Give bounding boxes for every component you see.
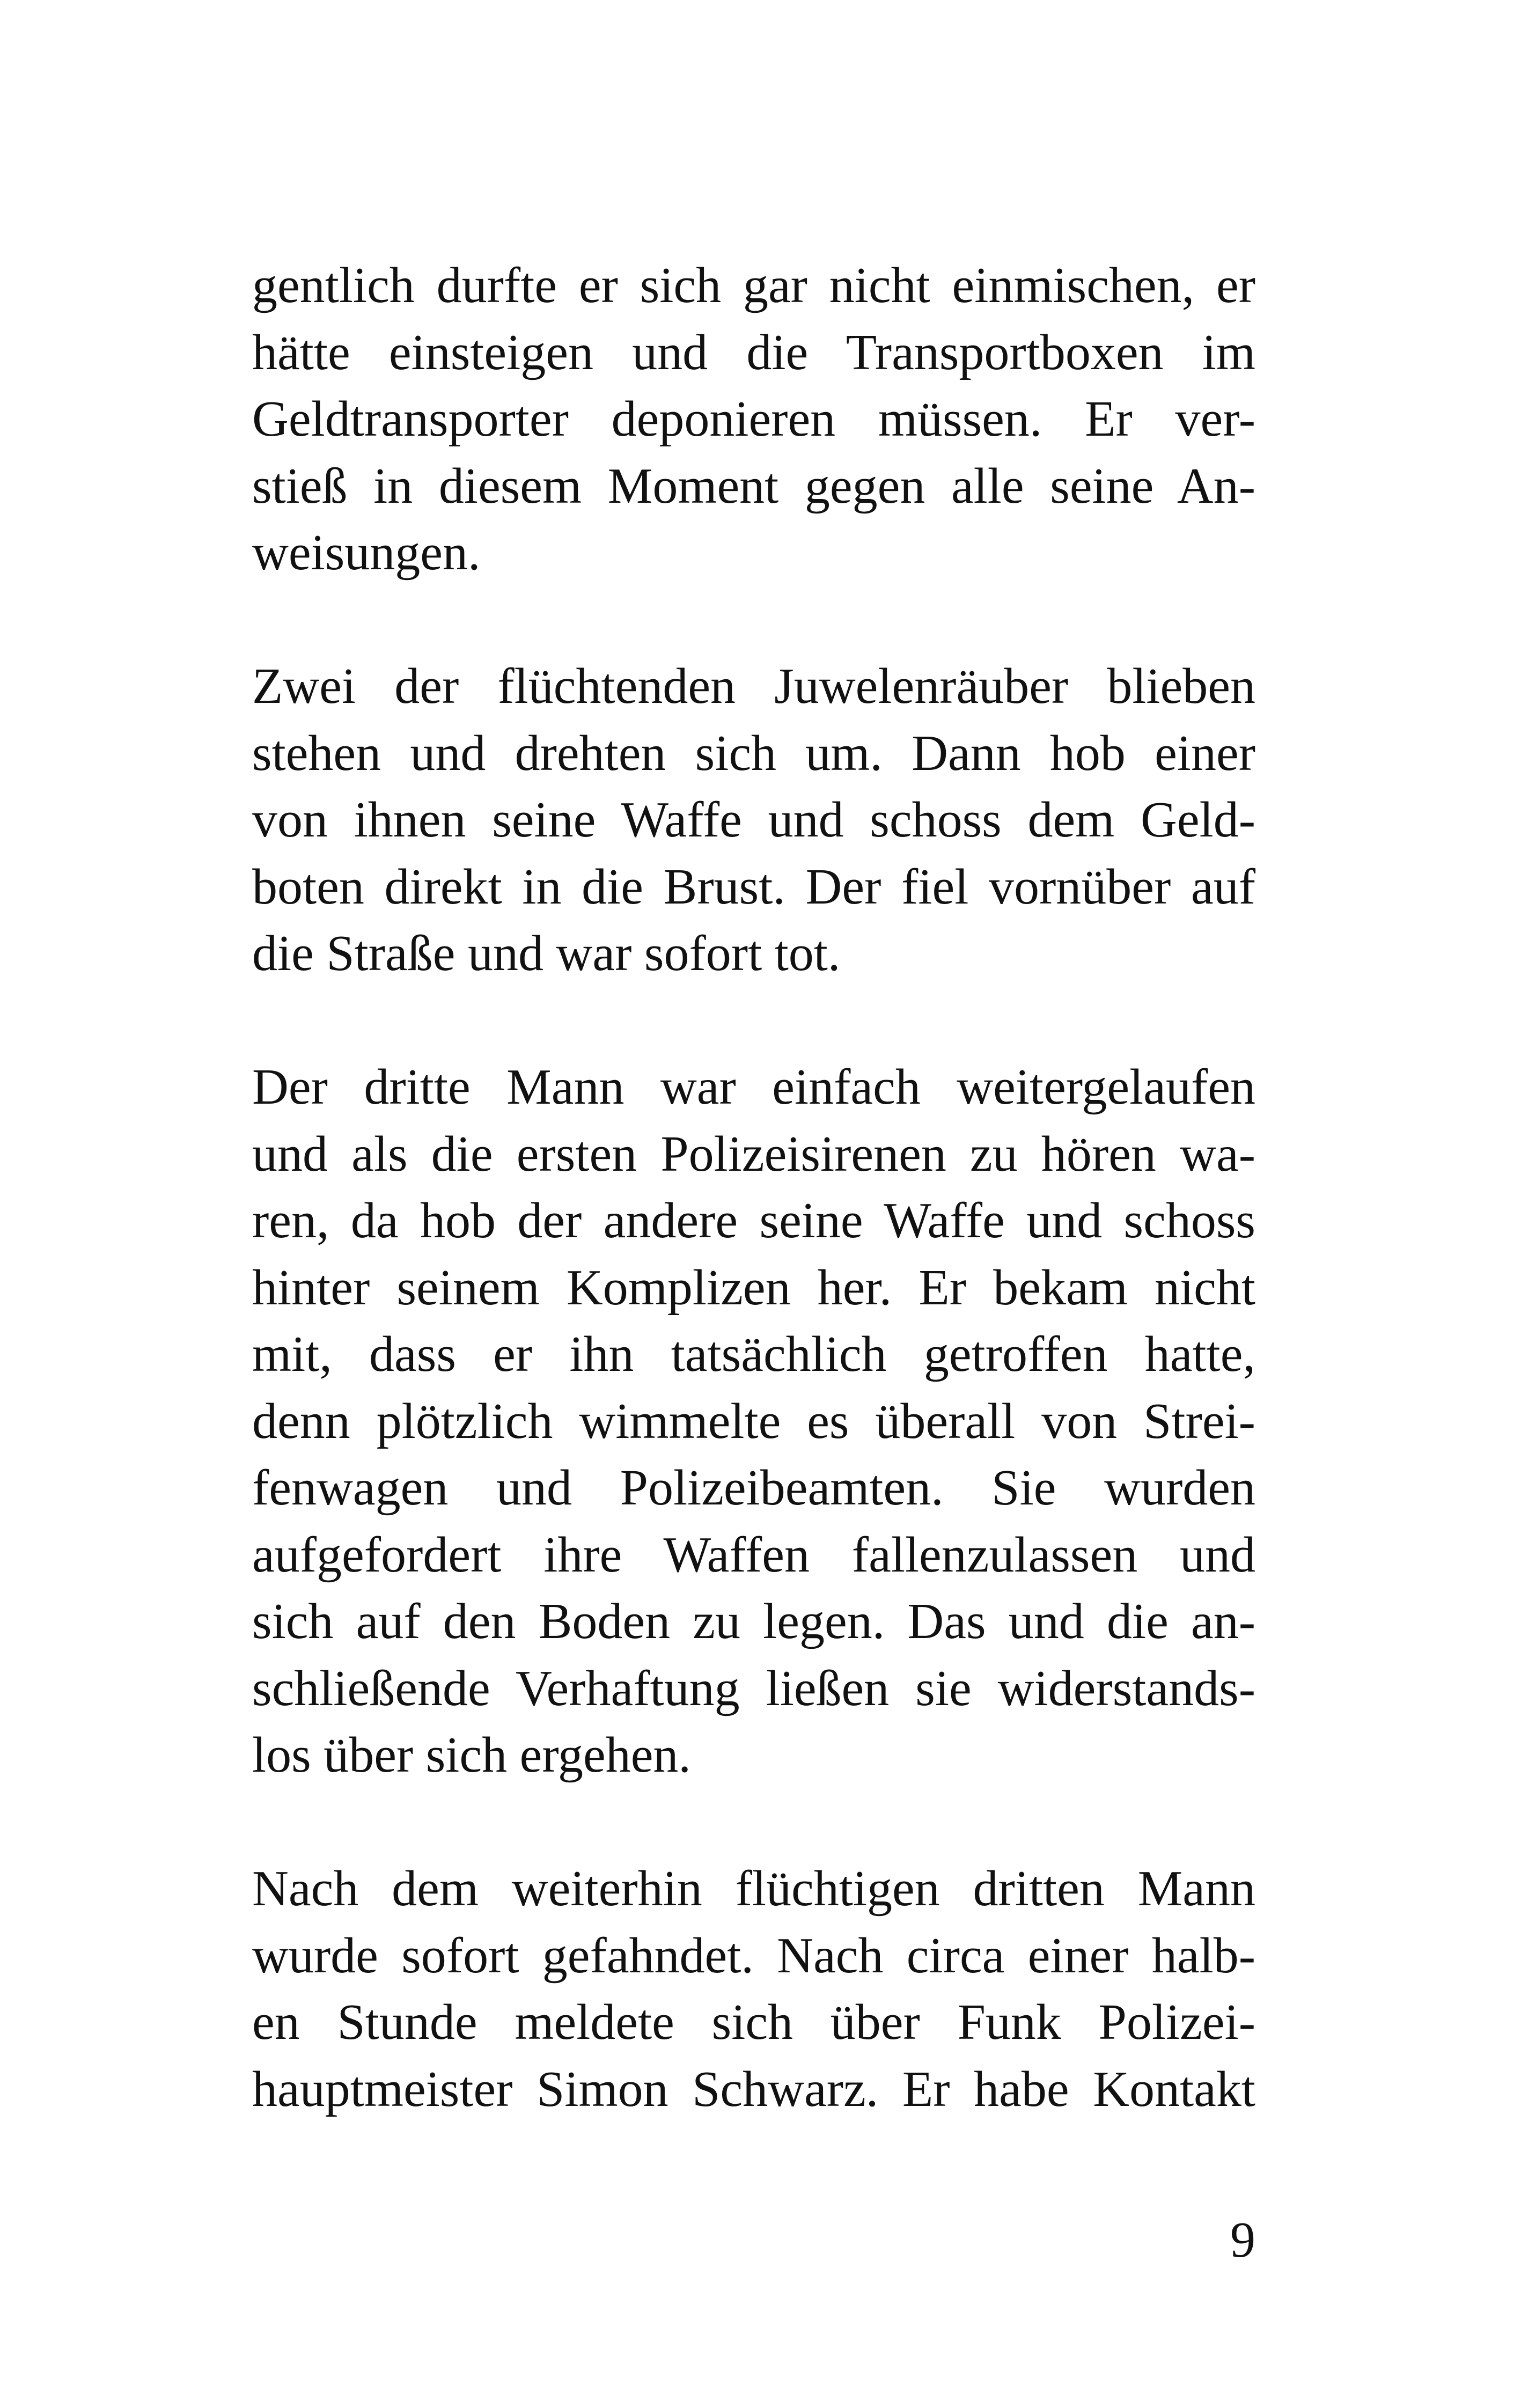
text-line: hinter seinem Komplizen her. Er bekam nicht — [252, 1259, 1255, 1316]
paragraph — [252, 653, 1255, 987]
text-line: wurde sofort gefahndet. Nach circa einer halb- — [252, 1927, 1255, 1984]
text-line: hätte einsteigen und die Transportboxen im — [252, 324, 1255, 380]
paragraph — [252, 1855, 1255, 2123]
text-line: und als die ersten Polizeisirenen zu hören wa- — [252, 1126, 1255, 1182]
text-line: gentlich durfte er sich gar nicht einmischen, er — [252, 258, 1255, 313]
text-line: en Stunde meldete sich über Funk Polizei- — [252, 1994, 1255, 2050]
text-line: Geldtransporter deponieren müssen. Er ver- — [252, 391, 1255, 447]
text-line: stehen und drehten sich um. Dann hob einer — [252, 725, 1255, 781]
text-line: fenwagen und Polizeibeamten. Sie wurden — [252, 1460, 1255, 1516]
text-line: mit, dass er ihn tatsächlich getroffen hatte, — [252, 1326, 1255, 1382]
body-text — [252, 252, 1255, 2123]
paragraph — [252, 1054, 1255, 1789]
text-line: los über sich ergehen. — [252, 1727, 691, 1783]
text-line: die Straße und war sofort tot. — [252, 926, 841, 981]
page-number: 9 — [1230, 2212, 1255, 2268]
paragraph — [252, 252, 1255, 586]
text-line: aufgefordert ihre Waffen fallenzulassen und — [252, 1526, 1255, 1583]
text-line: sich auf den Boden zu legen. Das und die an- — [252, 1594, 1255, 1649]
text-line: Nach dem weiterhin flüchtigen dritten Mann — [252, 1861, 1255, 1917]
text-line: von ihnen seine Waffe und schoss dem Geld- — [252, 792, 1255, 848]
text-line: ren, da hob der andere seine Waffe und schoss — [252, 1193, 1255, 1249]
text-line: weisungen. — [252, 525, 481, 581]
text-line: boten direkt in die Brust. Der fiel vornüber auf — [252, 858, 1255, 915]
text-line: hauptmeister Simon Schwarz. Er habe Kontakt — [252, 2061, 1255, 2117]
text-line: schließende Verhaftung ließen sie widerstands- — [252, 1660, 1255, 1716]
text-line: Zwei der flüchtenden Juwelenräuber blieben — [252, 658, 1255, 714]
text-line: Der dritte Mann war einfach weitergelaufen — [252, 1059, 1255, 1115]
text-line: denn plötzlich wimmelte es überall von Strei- — [252, 1393, 1255, 1449]
text-line: stieß in diesem Moment gegen alle seine An- — [252, 458, 1255, 514]
